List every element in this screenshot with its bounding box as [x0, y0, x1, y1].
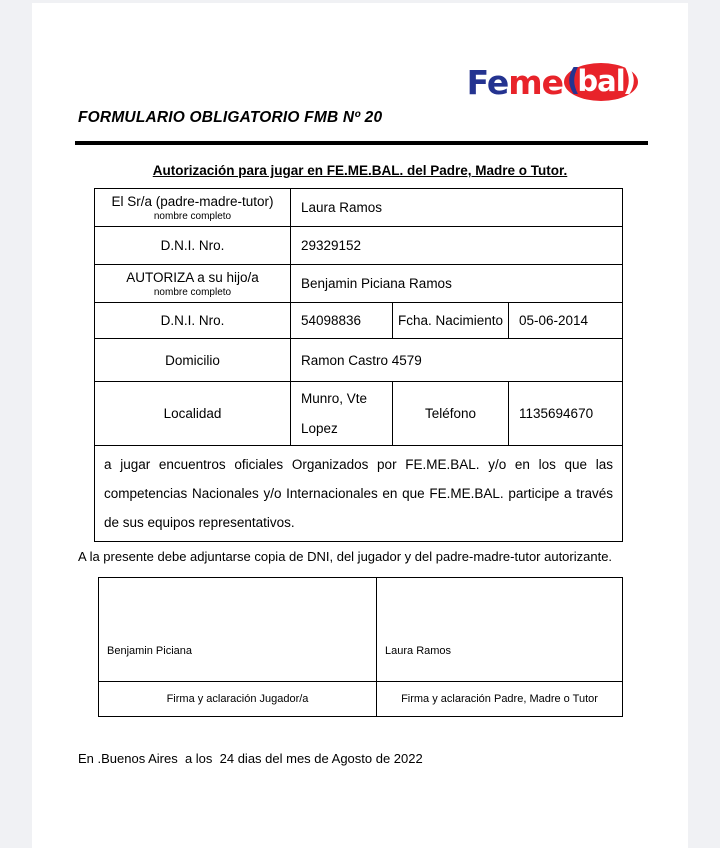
phone-value: 1135694670 — [509, 382, 623, 446]
table-row-parent-name — [95, 189, 623, 227]
child-dni-value: 54098836 — [291, 303, 393, 339]
femebal-logo — [467, 63, 638, 101]
address-label: Domicilio — [95, 339, 291, 382]
parent-name-label — [95, 189, 291, 227]
parent-name-value: Laura Ramos — [291, 189, 623, 227]
logo-text-me: me — [508, 62, 563, 102]
address-value: Ramon Castro 4579 — [291, 339, 623, 382]
player-signature-caption: Firma y aclaración Jugador/a — [99, 682, 377, 717]
table-row-locality-phone — [95, 382, 623, 446]
child-name-label — [95, 265, 291, 303]
parent-name-sublabel: nombre completo — [153, 210, 232, 222]
logo-oval — [564, 63, 638, 101]
locality-value: Munro, Vte Lopez — [291, 382, 393, 446]
child-name-label-text: AUTORIZA a su hijo/a — [126, 269, 259, 285]
table-row-child-name — [95, 265, 623, 303]
player-signature-cell: Benjamin Piciana — [99, 578, 377, 682]
parent-name-label-text: El Sr/a (padre-madre-tutor) — [111, 193, 274, 209]
logo-text-fe: Fe — [466, 62, 509, 102]
phone-label: Teléfono — [393, 382, 509, 446]
child-name-value: Benjamin Piciana Ramos — [291, 265, 623, 303]
signature-row-names — [99, 578, 623, 682]
table-row-authorization-paragraph — [95, 446, 623, 542]
authorization-paragraph: a jugar encuentros oficiales Organizados por FE.ME.BAL. y/o en los que las competencias Nacionales y/o Internacionales en que FE.ME.BAL. participe a través de sus equipos representativos. — [95, 446, 623, 542]
form-subtitle: Autorización para jugar en FE.ME.BAL. del Padre, Madre o Tutor. — [152, 163, 568, 178]
child-name-sublabel: nombre completo — [153, 286, 232, 298]
parent-signature-caption: Firma y aclaración Padre, Madre o Tutor — [377, 682, 623, 717]
logo-paren-open: ( — [566, 63, 580, 98]
parent-dni-value: 29329152 — [291, 227, 623, 265]
attachment-note: A la presente debe adjuntarse copia de DNI, del jugador y del padre-madre-tutor autorizante. — [78, 549, 613, 564]
signature-row-captions — [99, 682, 623, 717]
child-dni-label: D.N.I. Nro. — [95, 303, 291, 339]
table-row-parent-dni — [95, 227, 623, 265]
logo-text-bal: bal — [577, 63, 625, 98]
birthdate-value: 05-06-2014 — [509, 303, 623, 339]
table-row-child-dni-birth — [95, 303, 623, 339]
parent-dni-label: D.N.I. Nro. — [95, 227, 291, 265]
date-line: En .Buenos Aires a los 24 dias del mes de Agosto de 2022 — [78, 751, 423, 766]
authorization-table — [94, 188, 623, 542]
logo-paren-close: ) — [622, 63, 636, 98]
birthdate-label: Fcha. Nacimiento — [393, 303, 509, 339]
signature-table — [98, 577, 623, 717]
parent-signature-cell: Laura Ramos — [377, 578, 623, 682]
locality-label: Localidad — [95, 382, 291, 446]
document-page — [32, 3, 688, 848]
form-title: FORMULARIO OBLIGATORIO FMB Nº 20 — [78, 109, 383, 126]
title-rule — [75, 141, 648, 145]
table-row-address — [95, 339, 623, 382]
